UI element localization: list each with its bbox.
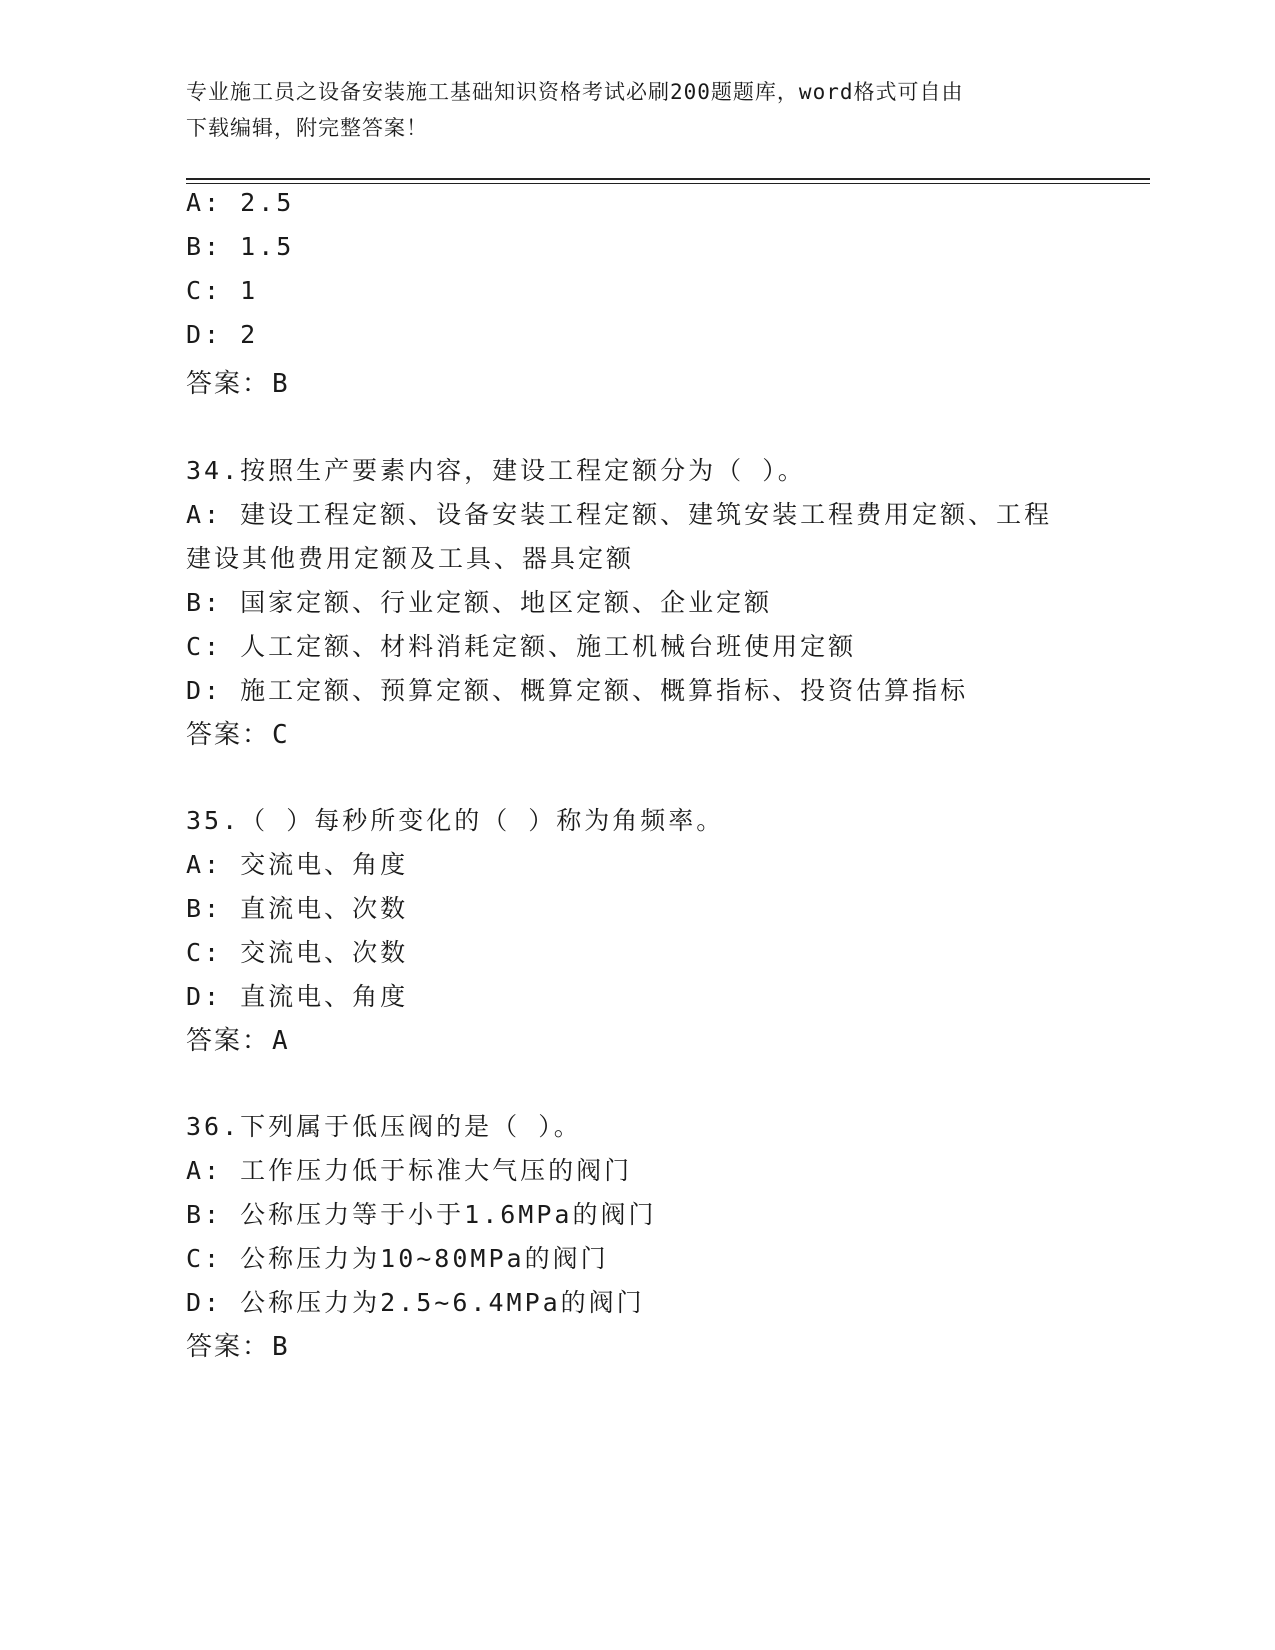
q36-option-d: D: 公称压力为2.5~6.4MPa的阀门 <box>186 1288 645 1317</box>
q34-option-d: D: 施工定额、预算定额、概算定额、概算指标、投资估算指标 <box>186 676 969 705</box>
q33-answer <box>186 363 288 400</box>
q36-option-b: B: 公称压力等于小于1.6MPa的阀门 <box>186 1200 657 1229</box>
q36-question: 36.下列属于低压阀的是（ ）。 <box>186 1112 582 1141</box>
q35-option-b: B: 直流电、次数 <box>186 894 409 923</box>
answer-label: 答案： <box>186 1332 271 1362</box>
q33-option-c: C: 1 <box>186 276 259 305</box>
header-divider-thick <box>186 178 1150 180</box>
q36-option-c: C: 公称压力为10~80MPa的阀门 <box>186 1244 609 1273</box>
q35-answer <box>186 1020 288 1057</box>
q33-option-b: B: 1.5 <box>186 232 295 261</box>
q36-option-a: A: 工作压力低于标准大气压的阀门 <box>186 1156 633 1185</box>
answer-label: 答案： <box>186 720 271 750</box>
q34-option-b: B: 国家定额、行业定额、地区定额、企业定额 <box>186 588 773 617</box>
answer-label: 答案： <box>186 1026 271 1056</box>
q34-option-c: C: 人工定额、材料消耗定额、施工机械台班使用定额 <box>186 632 857 661</box>
answer-value: B <box>272 1332 288 1362</box>
answer-value: B <box>272 369 288 399</box>
answer-value: A <box>272 1026 288 1056</box>
q35-question: 35.（ ）每秒所变化的（ ）称为角频率。 <box>186 806 725 835</box>
q35-option-d: D: 直流电、角度 <box>186 982 409 1011</box>
q34-option-a-line-2: 建设其他费用定额及工具、器具定额 <box>186 544 635 573</box>
header-divider-thin <box>186 183 1150 184</box>
q35-option-a: A: 交流电、角度 <box>186 850 409 879</box>
header-line-2: 下载编辑，附完整答案！ <box>186 116 428 140</box>
q34-question: 34.按照生产要素内容，建设工程定额分为（ ）。 <box>186 456 806 485</box>
document-header <box>186 74 1066 146</box>
answer-label: 答案： <box>186 369 271 399</box>
q34-answer <box>186 714 288 751</box>
header-line-1: 专业施工员之设备安装施工基础知识资格考试必刷200题题库，word格式可自由 <box>186 80 964 104</box>
q33-option-a: A: 2.5 <box>186 188 295 217</box>
answer-value: C <box>272 720 288 750</box>
q33-option-d: D: 2 <box>186 320 259 349</box>
q35-option-c: C: 交流电、次数 <box>186 938 409 967</box>
q34-option-a-line-1: A: 建设工程定额、设备安装工程定额、建筑安装工程费用定额、工程 <box>186 500 1053 529</box>
q36-answer <box>186 1326 288 1363</box>
